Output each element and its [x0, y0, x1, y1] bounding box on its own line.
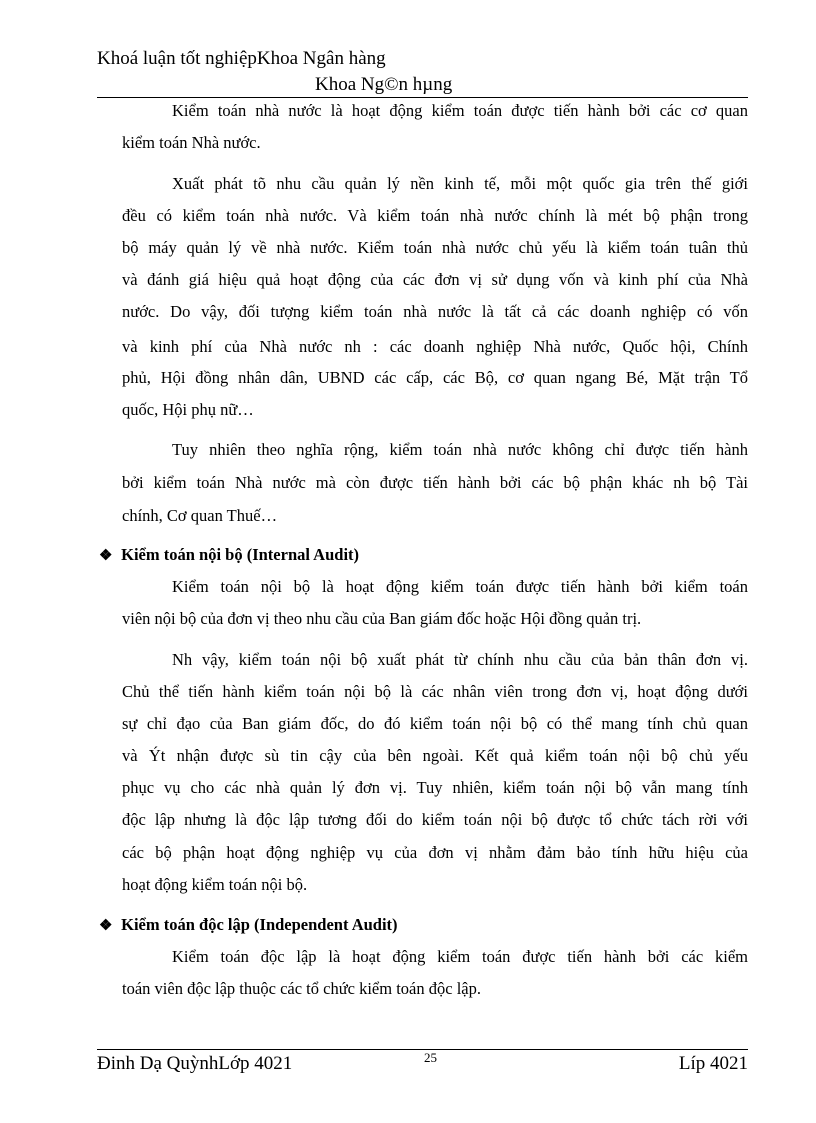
- footer-author: Đinh Dạ QuỳnhLớp 4021: [97, 1053, 293, 1074]
- header-title: Khoá luận tốt nghiệpKhoa Ngân hàng: [97, 48, 386, 69]
- page-number: 25: [424, 1050, 437, 1065]
- section-heading-independent-audit: [99, 915, 398, 935]
- paragraph-line: Xuất phát tõ nhu cầu quản lý nền kinh tế, mỗi một quốc gia trên thế giới: [172, 174, 748, 193]
- paragraph-line: Nh vậy, kiểm toán nội bộ xuất phát từ chính nhu cầu của bản thân đơn vị.: [172, 650, 748, 669]
- paragraph-line: các bộ phận hoạt động nghiệp vụ của đơn vị nhằm đảm bảo tính hữu hiệu của: [122, 843, 748, 862]
- header-divider: [97, 97, 748, 98]
- paragraph-line: viên nội bộ của đơn vị theo nhu cầu của Ban giám đốc hoặc Hội đồng quản trị.: [122, 609, 642, 628]
- paragraph-line: quốc, Hội phụ nữ…: [122, 400, 254, 419]
- paragraph-line: Kiểm toán nhà nước là hoạt động kiểm toán được tiến hành bởi các cơ quan: [172, 101, 748, 120]
- paragraph-line: hoạt động kiểm toán nội bộ.: [122, 875, 308, 894]
- diamond-bullet-icon: ❖: [99, 548, 113, 564]
- paragraph-line: chính, Cơ quan Thuế…: [122, 506, 278, 525]
- paragraph-line: Tuy nhiên theo nghĩa rộng, kiểm toán nhà nước không chỉ được tiến hành: [172, 440, 748, 459]
- paragraph-line: Kiểm toán nội bộ là hoạt động kiểm toán được tiến hành bởi kiểm toán: [172, 577, 748, 596]
- paragraph-line: phục vụ cho các nhà quản lý đơn vị. Tuy nhiên, kiểm toán nội bộ vẫn mang tính: [122, 778, 748, 797]
- paragraph-line: và kinh phí của Nhà nước nh : các doanh nghiệp Nhà nước, Quốc hội, Chính: [122, 337, 748, 356]
- paragraph-line: Chủ thể tiến hành kiểm toán nội bộ là các nhân viên trong đơn vị, hoạt động dưới: [122, 682, 748, 701]
- section-heading-text: Kiểm toán nội bộ (Internal Audit): [121, 545, 360, 564]
- paragraph-line: bộ máy quản lý về nhà nước. Kiểm toán nhà nước chủ yếu là kiểm toán tuân thủ: [122, 238, 748, 257]
- paragraph-line: và Ýt nhận được sù tin cậy của bên ngoài. Kết quả kiểm toán nội bộ chủ yếu: [122, 746, 748, 765]
- header-subtitle: Khoa Ng©n hµng: [315, 74, 453, 95]
- paragraph-line: nước. Do vậy, đối tượng kiểm toán nhà nước là tất cả các doanh nghiệp có vốn: [122, 302, 748, 321]
- paragraph-line: đều có kiểm toán nhà nước. Và kiểm toán nhà nước chính là mét bộ phận trong: [122, 206, 748, 225]
- paragraph-line: Kiểm toán độc lập là hoạt động kiểm toán được tiến hành bởi các kiểm: [172, 947, 748, 966]
- paragraph-line: độc lập nhưng là độc lập tương đối do kiểm toán nội bộ được tổ chức tách rời với: [122, 810, 748, 829]
- section-heading-internal-audit: [99, 545, 359, 565]
- footer-divider: [97, 1049, 748, 1050]
- paragraph-line: kiểm toán Nhà nước.: [122, 133, 261, 152]
- paragraph-line: phủ, Hội đồng nhân dân, UBND các cấp, các Bộ, cơ quan ngang Bé, Mặt trận Tổ: [122, 368, 748, 387]
- diamond-bullet-icon: ❖: [99, 918, 113, 934]
- paragraph-line: bởi kiểm toán Nhà nước mà còn được tiến hành bởi các bộ phận khác nh bộ Tài: [122, 473, 748, 492]
- paragraph-line: và đánh giá hiệu quả hoạt động của các đơn vị sử dụng vốn và kinh phí của Nhà: [122, 270, 748, 289]
- footer-class: Líp 4021: [678, 1053, 748, 1074]
- paragraph-line: sự chỉ đạo của Ban giám đốc, do đó kiểm toán nội bộ có thể mang tính chủ quan: [122, 714, 748, 733]
- paragraph-line: toán viên độc lập thuộc các tổ chức kiểm toán độc lập.: [122, 979, 481, 998]
- section-heading-text: Kiểm toán độc lập (Independent Audit): [121, 915, 398, 934]
